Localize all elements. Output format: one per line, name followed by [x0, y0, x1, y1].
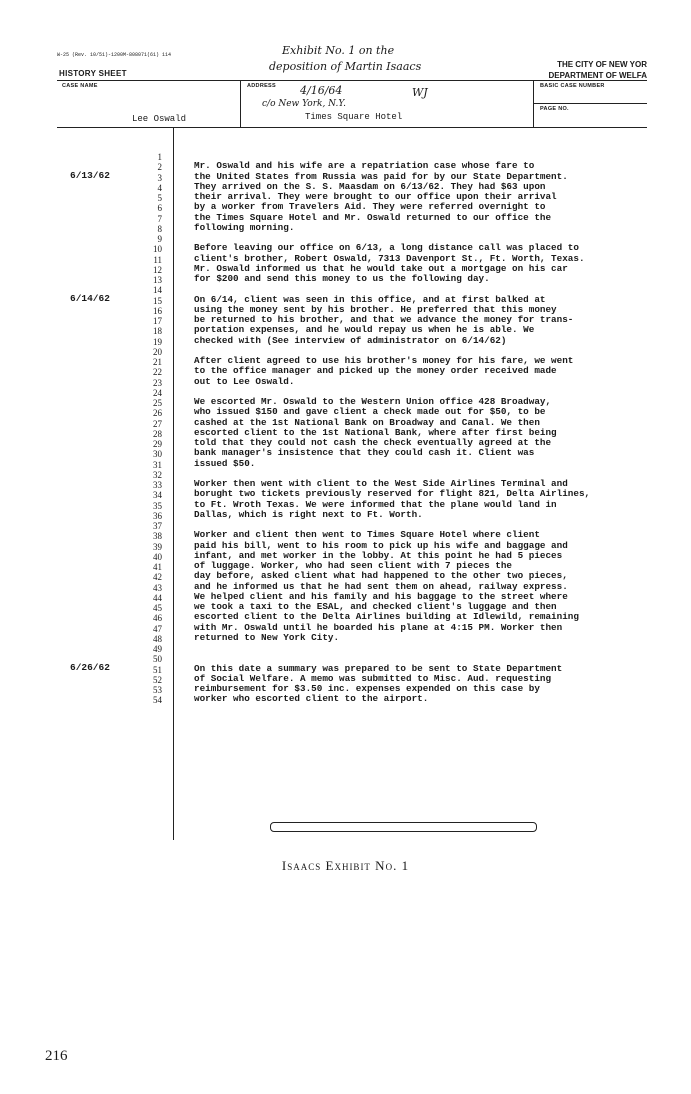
history-line: by a worker from Travelers Aid. They were referred overnight to — [194, 201, 546, 213]
line-number: 53 — [153, 685, 162, 695]
department-header — [497, 59, 647, 81]
history-line: with Mr. Oswald until he boarded his plane at 4:15 PM. Worker then — [194, 621, 563, 633]
line-number: 8 — [157, 223, 162, 234]
history-line: to the office manager and picked up the money order received made — [194, 365, 557, 377]
line-number: 17 — [153, 316, 162, 326]
history-line: cashed at the 1st National Bank on Broadway and Canal. We then — [194, 416, 540, 428]
history-line: worker who escorted client to the airport. — [194, 693, 429, 705]
history-line: Dallas, which is right next to Ft. Worth. — [194, 508, 423, 520]
history-line: infant, and met worker in the lobby. At this point he had 5 pieces — [194, 549, 563, 561]
line-number: 32 — [153, 469, 162, 480]
history-line: for $200 and send this money to us the following day. — [194, 273, 490, 284]
line-number: 47 — [153, 623, 162, 634]
header-rule-bottom — [57, 127, 647, 128]
history-line: who issued $150 and gave client a check made out for $50, to be — [194, 406, 546, 418]
page-number: 216 — [45, 1048, 68, 1064]
history-line: Mr. Oswald and his wife are a repatriation case whose fare to — [194, 160, 535, 172]
history-line: following morning. — [194, 221, 295, 233]
line-number: 13 — [153, 275, 162, 285]
address-label: ADDRESS — [247, 83, 276, 89]
case-name-value: Lee Oswald — [132, 114, 187, 124]
history-line: using the money sent by his brother. He preferred that this money — [194, 303, 557, 315]
line-number: 5 — [157, 193, 162, 203]
history-line: we took a taxi to the ESAL, and checked client's luggage and then — [194, 601, 557, 612]
history-line: Mr. Oswald informed us that he would take out a mortgage on his car — [194, 262, 568, 274]
handwritten-date: 4/16/64 — [300, 84, 343, 97]
history-line: Worker then went with client to the West Side Airlines Terminal and — [194, 478, 568, 489]
line-number: 25 — [153, 398, 162, 408]
history-line: client's brother, Robert Oswald, 7313 Davenport St., Ft. Worth, Texas. — [194, 252, 585, 264]
line-number: 12 — [153, 264, 162, 275]
line-number: 9 — [157, 234, 162, 244]
entry-date: 6/13/62 — [70, 169, 110, 181]
line-number: 15 — [153, 295, 162, 306]
line-number: 10 — [153, 244, 162, 255]
history-line: escorted client to the Delta Airlines building at Idlewild, remaining — [194, 611, 579, 623]
line-number: 42 — [153, 572, 162, 583]
line-number: 52 — [153, 674, 162, 685]
line-number: 48 — [153, 633, 162, 644]
history-line: We escorted Mr. Oswald to the Western Union office 428 Broadway, — [194, 396, 552, 407]
history-line: day before, asked client what had happened to the other two pieces, — [194, 570, 568, 582]
basic-case-number-label: BASIC CASE NUMBER — [540, 83, 605, 89]
handwritten-place: c/o New York, N.Y. — [262, 99, 346, 109]
history-line: Before leaving our office on 6/13, a long distance call was placed to — [194, 242, 579, 254]
line-number: 39 — [153, 541, 162, 552]
handwritten-deposition-note: deposition of Martin Isaacs — [269, 60, 422, 73]
line-number: 24 — [153, 387, 162, 398]
line-number: 35 — [153, 500, 162, 511]
line-number: 33 — [153, 480, 162, 490]
page-no-label: PAGE NO. — [540, 106, 569, 112]
handwritten-exhibit-note: Exhibit No. 1 on the — [282, 44, 395, 57]
department-line-2: DEPARTMENT OF WELFA — [548, 71, 647, 80]
line-number: 54 — [153, 695, 162, 706]
history-line: and he informed us that he had sent them on ahead, railway express. — [194, 580, 568, 592]
line-number: 19 — [153, 336, 162, 347]
line-number: 7 — [157, 213, 162, 224]
line-number: 31 — [153, 459, 162, 470]
history-line: the Times Square Hotel and Mr. Oswald returned to our office the — [194, 211, 552, 223]
line-number: 4 — [157, 182, 162, 193]
line-number: 46 — [153, 613, 162, 624]
header-divider-1 — [240, 80, 241, 127]
history-line: borught two tickets previously reserved for flight 821, Delta Airlines, — [194, 488, 591, 500]
margin-rule — [173, 127, 174, 840]
line-number: 22 — [153, 367, 162, 378]
history-line: On this date a summary was prepared to be sent to State Department — [194, 662, 563, 674]
line-number: 34 — [153, 490, 162, 501]
entry-date: 6/26/62 — [70, 661, 110, 673]
history-line: out to Lee Oswald. — [194, 375, 295, 387]
case-name-label: CASE NAME — [62, 83, 98, 89]
line-number: 14 — [153, 285, 162, 296]
history-line: We helped client and his family and his baggage to the street where — [194, 590, 568, 602]
line-number: 30 — [153, 449, 162, 460]
history-line: On 6/14, client was seen in this office, and at first balked at — [194, 293, 546, 305]
case-number-rule — [533, 103, 647, 104]
history-line: They arrived on the S. S. Maasdam on 6/13/62. They had $63 upon — [194, 180, 546, 192]
line-number: 41 — [153, 562, 162, 572]
history-line: issued $50. — [194, 457, 256, 469]
line-number: 38 — [153, 531, 162, 542]
history-line: told that they could not cash the check eventually agreed at the — [194, 437, 552, 448]
history-line: escorted client to the 1st National Bank, where after first being — [194, 426, 557, 438]
history-line: to Ft. Wroth Texas. We were informed that the plane would land in — [194, 498, 557, 510]
line-number: 26 — [153, 408, 162, 419]
line-number: 43 — [153, 582, 162, 593]
line-number: 23 — [153, 377, 162, 388]
department-line-1: THE CITY OF NEW YOR — [557, 60, 647, 69]
line-number: 3 — [157, 172, 162, 183]
line-number: 49 — [153, 644, 162, 654]
history-line: their arrival. They were brought to our office upon their arrival — [194, 191, 557, 202]
line-number: 27 — [153, 418, 162, 429]
history-line: paid his bill, went to his room to pick up his wife and baggage and — [194, 539, 568, 551]
line-number: 6 — [157, 203, 162, 214]
line-number: 36 — [153, 510, 162, 521]
bottom-bracket — [270, 822, 537, 832]
line-number: 18 — [153, 326, 162, 337]
line-number: 11 — [153, 254, 162, 265]
history-line: portation expenses, and he would repay us when he is able. We — [194, 324, 535, 336]
exhibit-caption: Isaacs Exhibit No. 1 — [281, 858, 410, 873]
form-number: W-25 (Rev. 10/51)-1200M-808071(61) 114 — [57, 52, 172, 58]
line-number: 1 — [157, 152, 162, 162]
line-number: 21 — [153, 357, 162, 367]
history-line: returned to New York City. — [194, 631, 340, 643]
history-line: the United States from Russia was paid for by our State Department. — [194, 170, 568, 182]
line-number: 20 — [153, 346, 162, 357]
history-line: of Social Welfare. A memo was submitted to Misc. Aud. requesting — [194, 672, 552, 684]
history-line: reimbursement for $3.50 inc. expenses expended on this case by — [194, 683, 540, 694]
line-number: 44 — [153, 592, 162, 603]
form-title: HISTORY SHEET — [59, 69, 127, 78]
history-line: After client agreed to use his brother's money for his fare, we went — [194, 355, 574, 366]
history-line: Worker and client then went to Times Square Hotel where client — [194, 529, 540, 541]
header-rule-top — [57, 80, 647, 81]
history-line: checked with (See interview of administrator on 6/14/62) — [194, 334, 507, 346]
line-number: 45 — [153, 603, 162, 613]
handwritten-initials: WJ — [412, 86, 428, 99]
line-number: 40 — [153, 551, 162, 562]
line-number: 37 — [153, 521, 162, 531]
line-number: 2 — [157, 162, 162, 173]
line-number: 29 — [153, 439, 162, 449]
line-number: 50 — [153, 654, 162, 665]
history-line: of luggage. Worker, who had seen client with 7 pieces the — [194, 560, 513, 571]
line-number: 16 — [153, 305, 162, 316]
history-line: bank manager's insistence that they could cash it. Client was — [194, 447, 535, 459]
address-value: Times Square Hotel — [305, 112, 403, 122]
history-line: be returned to his brother, and that we advance the money for trans- — [194, 314, 574, 325]
entry-date: 6/14/62 — [70, 292, 110, 304]
line-number: 28 — [153, 428, 162, 439]
line-number: 51 — [153, 664, 162, 675]
